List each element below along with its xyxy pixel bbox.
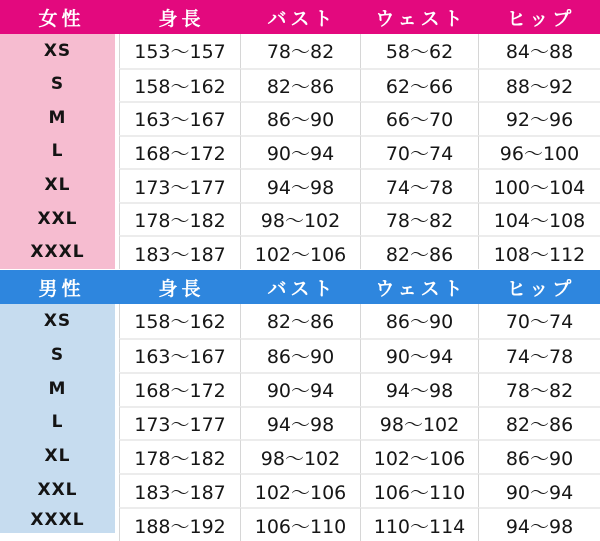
men-hip-value: 82〜86 <box>478 406 600 440</box>
women-waist-value: 70〜74 <box>360 135 478 169</box>
women-bust-value: 90〜94 <box>240 135 360 169</box>
men-size-label: XS <box>0 304 119 338</box>
men-height-value: 158〜162 <box>119 304 240 338</box>
men-height-value: 178〜182 <box>119 439 240 473</box>
men-height-value: 168〜172 <box>119 372 240 406</box>
women-bust-value: 78〜82 <box>240 34 360 68</box>
women-hip-value: 92〜96 <box>478 101 600 135</box>
men-size-label: XL <box>0 439 119 473</box>
men-height-value: 163〜167 <box>119 338 240 372</box>
men-height-header: 身長 <box>119 270 240 304</box>
men-size-label: S <box>0 338 119 372</box>
women-hip-header: ヒップ <box>478 0 600 34</box>
men-size-table <box>0 270 600 541</box>
women-size-label: M <box>0 101 119 135</box>
men-bust-header: バスト <box>240 270 360 304</box>
women-bust-value: 98〜102 <box>240 202 360 236</box>
men-waist-value: 106〜110 <box>360 473 478 507</box>
men-hip-value: 78〜82 <box>478 372 600 406</box>
men-size-label: XXXL <box>0 507 119 541</box>
men-bust-value: 82〜86 <box>240 304 360 338</box>
women-size-table <box>0 0 600 269</box>
women-bust-value: 102〜106 <box>240 235 360 269</box>
men-bust-value: 94〜98 <box>240 406 360 440</box>
men-height-value: 183〜187 <box>119 473 240 507</box>
women-height-header: 身長 <box>119 0 240 34</box>
women-hip-value: 100〜104 <box>478 168 600 202</box>
women-waist-value: 82〜86 <box>360 235 478 269</box>
men-hip-value: 86〜90 <box>478 439 600 473</box>
men-bust-value: 106〜110 <box>240 507 360 541</box>
women-size-label: XXL <box>0 202 119 236</box>
men-waist-value: 94〜98 <box>360 372 478 406</box>
men-bust-value: 86〜90 <box>240 338 360 372</box>
men-waist-value: 98〜102 <box>360 406 478 440</box>
women-waist-value: 62〜66 <box>360 68 478 102</box>
men-hip-value: 90〜94 <box>478 473 600 507</box>
women-hip-value: 108〜112 <box>478 235 600 269</box>
women-size-label: XS <box>0 34 119 68</box>
women-size-label: XXXL <box>0 235 119 269</box>
women-height-value: 153〜157 <box>119 34 240 68</box>
women-waist-header: ウェスト <box>360 0 478 34</box>
women-hip-value: 84〜88 <box>478 34 600 68</box>
women-size-label: XL <box>0 168 119 202</box>
men-waist-value: 110〜114 <box>360 507 478 541</box>
women-size-label: L <box>0 135 119 169</box>
men-hip-value: 94〜98 <box>478 507 600 541</box>
women-waist-value: 58〜62 <box>360 34 478 68</box>
men-bust-value: 102〜106 <box>240 473 360 507</box>
men-hip-value: 74〜78 <box>478 338 600 372</box>
men-bust-value: 90〜94 <box>240 372 360 406</box>
men-waist-header: ウェスト <box>360 270 478 304</box>
women-bust-header: バスト <box>240 0 360 34</box>
men-hip-header: ヒップ <box>478 270 600 304</box>
men-gender-header: 男性 <box>0 270 119 304</box>
men-waist-value: 86〜90 <box>360 304 478 338</box>
men-waist-value: 90〜94 <box>360 338 478 372</box>
men-size-label: M <box>0 372 119 406</box>
women-waist-value: 78〜82 <box>360 202 478 236</box>
women-height-value: 178〜182 <box>119 202 240 236</box>
women-height-value: 173〜177 <box>119 168 240 202</box>
women-hip-value: 96〜100 <box>478 135 600 169</box>
women-waist-value: 66〜70 <box>360 101 478 135</box>
women-gender-header: 女性 <box>0 0 119 34</box>
men-hip-value: 70〜74 <box>478 304 600 338</box>
women-bust-value: 86〜90 <box>240 101 360 135</box>
women-size-label: S <box>0 68 119 102</box>
men-bust-value: 98〜102 <box>240 439 360 473</box>
women-height-value: 183〜187 <box>119 235 240 269</box>
men-height-value: 173〜177 <box>119 406 240 440</box>
women-bust-value: 82〜86 <box>240 68 360 102</box>
men-size-label: L <box>0 406 119 440</box>
women-height-value: 158〜162 <box>119 68 240 102</box>
women-bust-value: 94〜98 <box>240 168 360 202</box>
women-height-value: 163〜167 <box>119 101 240 135</box>
men-waist-value: 102〜106 <box>360 439 478 473</box>
men-size-label: XXL <box>0 473 119 507</box>
women-height-value: 168〜172 <box>119 135 240 169</box>
women-hip-value: 104〜108 <box>478 202 600 236</box>
men-height-value: 188〜192 <box>119 507 240 541</box>
women-waist-value: 74〜78 <box>360 168 478 202</box>
women-hip-value: 88〜92 <box>478 68 600 102</box>
